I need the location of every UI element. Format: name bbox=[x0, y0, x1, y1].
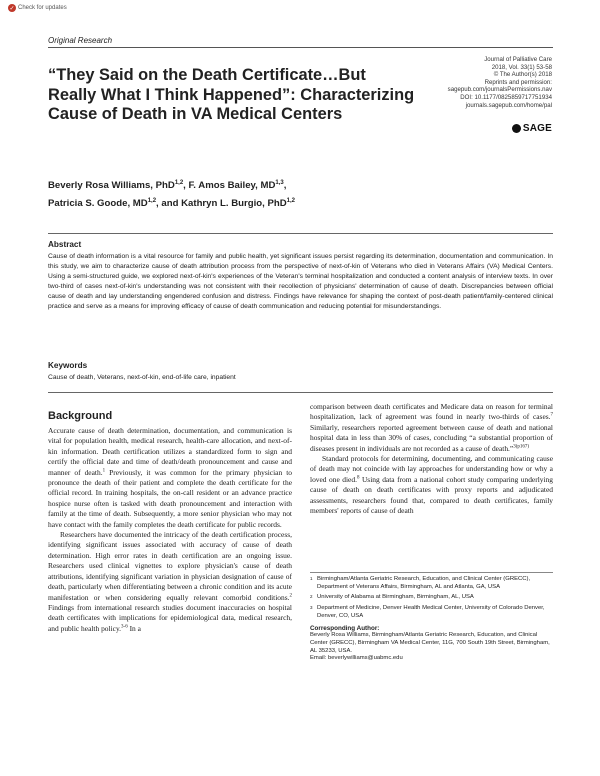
header-divider bbox=[48, 47, 553, 48]
footnote-divider bbox=[310, 572, 553, 573]
abstract-divider bbox=[48, 233, 553, 234]
paragraph-text: Accurate cause of death determination, documentation, and communication is vital for population health, medical research, health-care allocation, and next-of-kin information. Death certification utilizes a standardized form to sign and certify the official date and time of death/death pronouncement and cause and manner of death. bbox=[48, 426, 292, 477]
author-name: Beverly Rosa Williams, PhD bbox=[48, 180, 175, 192]
footnote-text: Department of Medicine, Denver Health Medical Center, University of Colorado Denver, Denver, CO, USA bbox=[317, 605, 545, 619]
body-paragraph bbox=[310, 454, 553, 516]
publisher-logo bbox=[512, 123, 552, 134]
corresponding-author-heading: Corresponding Author: bbox=[310, 624, 380, 632]
citation[interactable]: 3-6 bbox=[121, 624, 128, 630]
abstract-text: Cause of death information is a vital resource for family and public health, yet significant issues persist regarding its determination, documentation and communication. In this study, we aim to characterize cause of death attribution process from the perspective of next-of-kin of Veterans who died in Veterans Affairs (VA) Medical Centers. Using a semi-structured guide, we explored next-of-kin's experiences of the Veteran's terminal hospitalization and conducted a content analysis of interview texts. In over two-third of cases next-of-kin's understanding was not consistent with their recollection of physicians' determination of cause of death. Discrepancies between official cause of death and lay understanding engendered confusion and distress. Findings have relevance for shaping the context of post-death patient/family-centered clinical practice and serve as a means for improving efficacy of cause of death communication and reducing potential for misunderstandings. bbox=[48, 253, 553, 311]
citation[interactable]: 1 bbox=[102, 468, 106, 474]
body-paragraph bbox=[48, 426, 292, 530]
footnote-number: 3 bbox=[310, 605, 313, 611]
corresponding-author-email[interactable]: Email: beverlywilliams@uabmc.edu bbox=[310, 655, 403, 662]
publisher-name: SAGE bbox=[522, 123, 552, 134]
author-separator: , bbox=[183, 180, 189, 192]
footnote-number: 2 bbox=[310, 594, 313, 600]
keywords-divider bbox=[48, 392, 553, 393]
abstract-heading: Abstract bbox=[48, 240, 82, 249]
article-title: “They Said on the Death Certificate…But Really What I Think Happened”: Characterizing Cause of Death in VA Medical Centers bbox=[48, 66, 415, 123]
body-column-right bbox=[310, 402, 553, 516]
journal-info-line[interactable]: journals.sagepub.com/home/pal bbox=[465, 101, 552, 109]
body-column-left bbox=[48, 426, 292, 634]
footnote-item bbox=[310, 576, 553, 591]
author-affiliation: 1,2 bbox=[147, 197, 157, 204]
paragraph-text: In a bbox=[127, 623, 141, 633]
author-name: F. Amos Bailey, MD bbox=[188, 180, 276, 192]
paragraph-text: Researchers have documented the intricacy of the death certification process, identifying significant issues associated with accuracy of cause of death determination. High error rates in death certification are an ongoing issue. Researchers used clinical vignettes to explore physician's cause of death attributions, identifying significant variation in physician designation of cause of death, particularly when differentiating between a chronic condition and its acute manifestation or when considering equally relevant comorbid conditions. bbox=[48, 530, 292, 602]
citation[interactable]: 2 bbox=[289, 593, 292, 599]
citation[interactable]: 8 bbox=[356, 475, 360, 481]
journal-info-line: © The Author(s) 2018 bbox=[493, 71, 552, 79]
paragraph-text: Standard protocols for determining, documenting, and communicating cause of death may not coincide with lay approaches for understanding how or why a loved one died. bbox=[310, 454, 553, 484]
author-affiliation: 1,2 bbox=[174, 180, 184, 186]
body-paragraph bbox=[310, 402, 553, 454]
footnote-item bbox=[310, 594, 553, 602]
author-separator: , and bbox=[156, 197, 182, 209]
citation[interactable]: 7 bbox=[550, 412, 553, 418]
background-heading: Background bbox=[48, 410, 113, 422]
paragraph-text: Findings from international research studies document inaccuracies on hospital death certificates with implications for epidemiological data, medical research, and public health policy. bbox=[48, 602, 292, 633]
author-name: Patricia S. Goode, MD bbox=[48, 197, 148, 209]
paragraph-text: comparison between death certificates and Medicare data on reason for terminal hospitalization, lack of agreement was found in nearly two-thirds of cases. bbox=[310, 402, 553, 422]
journal-info-line[interactable]: Reprints and permission: bbox=[484, 78, 552, 86]
footnotes bbox=[310, 576, 553, 663]
check-updates-icon: ✓ bbox=[9, 5, 15, 12]
footnote-text: University of Alabama at Birmingham, Birmingham, AL, USA bbox=[317, 594, 474, 601]
footnote-text: Birmingham/Atlanta Geriatric Research, Education, and Clinical Center (GRECC), Department of Veterans Affairs, Birmingham, AL and Atlanta, GA, USA bbox=[317, 576, 531, 590]
journal-info bbox=[430, 56, 552, 109]
journal-info-line[interactable]: sagepub.com/journalsPermissions.nav bbox=[447, 86, 552, 94]
keywords-heading: Keywords bbox=[48, 361, 88, 370]
section-label: Original Research bbox=[48, 36, 113, 45]
journal-info-line[interactable]: DOI: 10.1177/0825859717751934 bbox=[460, 93, 552, 101]
author-list bbox=[48, 176, 468, 211]
paragraph-text: Using data from a national cohort study comparing underlying cause of death on death certificates with proxy reports and adjudicated assessments, researchers found that, compared to death certificates, family members' reports of cause of death bbox=[310, 474, 553, 516]
paragraph-text: Similarly, researchers reported agreement between cause of death and national hospital data in less than 30% of cases, concluding “a substantial proportion of diseases present in individuals are not recorded as a cause of death.” bbox=[310, 422, 553, 453]
check-for-updates-badge[interactable] bbox=[8, 4, 67, 12]
footnote-number: 1 bbox=[310, 576, 313, 581]
corresponding-author-address: Beverly Rosa Williams, Birmingham/Atlanta Geriatric Research, Education, and Clinical Center (GRECC), Birmingham VA Medical Center, 11G, 700 South 19th Street, Birmingham, AL 35233, USA. bbox=[310, 632, 550, 654]
check-updates-label: Check for updates bbox=[18, 5, 67, 11]
footnote-item bbox=[310, 605, 553, 620]
citation[interactable]: 3(p167) bbox=[513, 444, 530, 450]
author-affiliation: 1,3 bbox=[275, 180, 284, 186]
paragraph-text: Previously, it was common for the primary physician to pronounce the death of their patient and complete the death certificate for the official record. In training hospitals, the on-call resident or an advance practice hospice nurse often is tasked with death pronouncement and interaction with family at the time of death. Subsequently, a more senior physician who may not have contact with the family completes the death certificate for public records. bbox=[48, 467, 292, 529]
sage-logo-icon bbox=[512, 124, 521, 133]
author-separator: , bbox=[283, 180, 287, 192]
journal-info-line: Journal of Palliative Care bbox=[484, 56, 552, 63]
keywords-text: Cause of death, Veterans, next-of-kin, end-of-life care, inpatient bbox=[48, 374, 236, 381]
journal-info-line: 2018, Vol. 33(1) 53-58 bbox=[491, 63, 552, 71]
author-name: Kathryn L. Burgio, PhD bbox=[181, 197, 287, 209]
author-affiliation: 1,2 bbox=[286, 197, 295, 204]
body-paragraph bbox=[48, 530, 292, 634]
